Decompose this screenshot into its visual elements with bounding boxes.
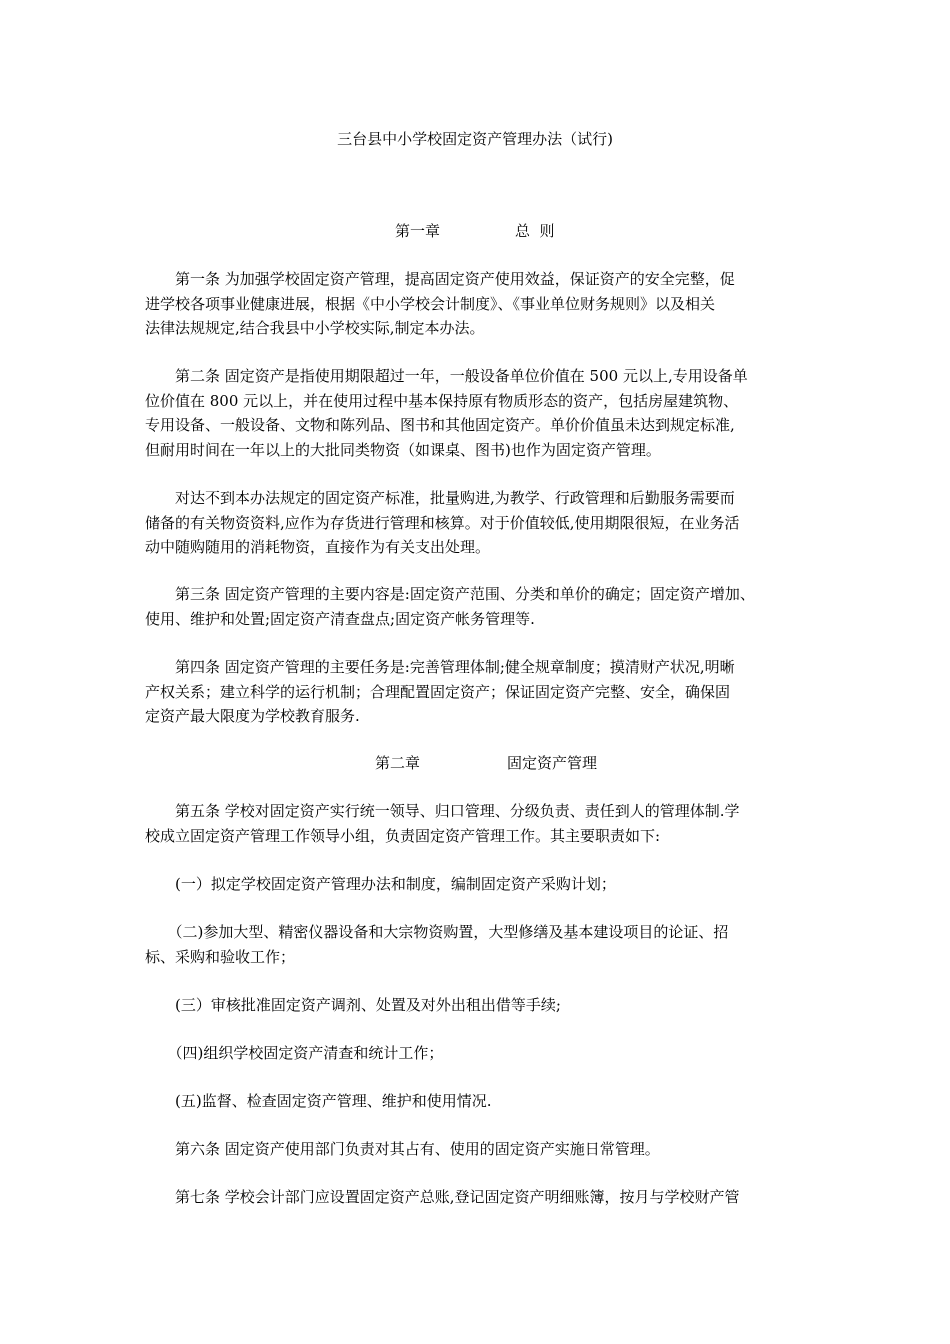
chapter-number: 第一章	[395, 222, 441, 240]
list-item	[145, 920, 813, 969]
text-line: 动中随购随用的消耗物资，直接作为有关支出处理。	[145, 538, 491, 556]
text-line: (三）审核批准固定资产调剂、处置及对外出租出借等手续;	[145, 996, 561, 1014]
text-line: 校成立固定资产管理工作领导小组，负责固定资产管理工作。其主要职责如下:	[145, 826, 661, 845]
chapter-name: 总 则	[515, 222, 555, 240]
text-line: (一）拟定学校固定资产管理办法和制度，编制固定资产采购计划；	[145, 875, 616, 893]
list-item	[145, 1041, 813, 1066]
article-paragraph	[145, 364, 813, 462]
article-paragraph	[145, 267, 813, 341]
chapter-number: 第二章	[375, 754, 421, 772]
text-line: 对达不到本办法规定的固定资产标准，批量购进,为教学、行政管理和后勤服务需要而	[145, 489, 735, 507]
text-line: 储备的有关物资资料,应作为存货进行管理和核算。对于价值较低,使用期限很短，在业务活	[145, 513, 740, 532]
article-paragraph	[145, 486, 813, 560]
text-line: 产权关系；建立科学的运行机制；合理配置固定资产；保证固定资产完整、安全，确保固	[145, 682, 731, 701]
article-paragraph	[145, 655, 813, 729]
list-item	[145, 1089, 813, 1114]
text-line: 使用、维护和处置;固定资产清查盘点;固定资产帐务管理等.	[145, 609, 535, 628]
text-line: 第四条 固定资产管理的主要任务是:完善管理体制;健全规章制度；摸清财产状况,明晰	[145, 658, 735, 676]
list-item	[145, 872, 813, 897]
text-line: 第五条 学校对固定资产实行统一领导、归口管理、分级负责、责任到人的管理体制.学	[145, 802, 740, 820]
text-line: 但耐用时间在一年以上的大批同类物资（如课桌、图书)也作为固定资产管理。	[145, 440, 661, 459]
text-line: 进学校各项事业健康进展，根据《中小学校会计制度》、《事业单位财务规则》以及相关	[145, 294, 716, 313]
chapter-heading-2	[0, 751, 950, 775]
text-line: （二)参加大型、精密仪器设备和大宗物资购置，大型修缮及基本建设项目的论证、招	[145, 923, 729, 941]
list-item	[145, 993, 813, 1018]
text-line: 位价值在 800 元以上，并在使用过程中基本保持原有物质形态的资产，包括房屋建筑物、	[145, 391, 739, 410]
text-line: 定资产最大限度为学校教育服务.	[145, 707, 360, 725]
text-line: 第六条 固定资产使用部门负责对其占有、使用的固定资产实施日常管理。	[145, 1140, 660, 1158]
text-line: 第三条 固定资产管理的主要内容是:固定资产范围、分类和单价的确定；固定资产增加、	[145, 585, 755, 603]
chapter-heading-1	[0, 219, 950, 243]
chapter-name: 固定资产管理	[507, 754, 598, 772]
article-paragraph	[145, 582, 813, 631]
text-line: 专用设备、一般设备、文物和陈列品、图书和其他固定资产。单价价值虽未达到规定标准,	[145, 416, 735, 434]
article-paragraph	[145, 799, 813, 848]
text-line: 第一条 为加强学校固定资产管理，提高固定资产使用效益，保证资产的安全完整，促	[145, 270, 735, 288]
text-line: 第七条 学校会计部门应设置固定资产总账,登记固定资产明细账簿，按月与学校财产管	[145, 1188, 740, 1206]
text-line: 标、采购和验收工作；	[145, 947, 296, 966]
text-line: 法律法规规定,结合我县中小学校实际,制定本办法。	[145, 319, 485, 337]
article-paragraph	[145, 1185, 813, 1210]
article-paragraph	[145, 1137, 813, 1162]
document-title: 三台县中小学校固定资产管理办法（试行)	[337, 130, 613, 148]
text-line: （四)组织学校固定资产清查和统计工作；	[145, 1044, 444, 1062]
text-line: (五)监督、检查固定资产管理、维护和使用情况.	[145, 1092, 492, 1110]
text-line: 第二条 固定资产是指使用期限超过一年，一般设备单位价值在 500 元以上,专用设备单	[145, 367, 748, 385]
